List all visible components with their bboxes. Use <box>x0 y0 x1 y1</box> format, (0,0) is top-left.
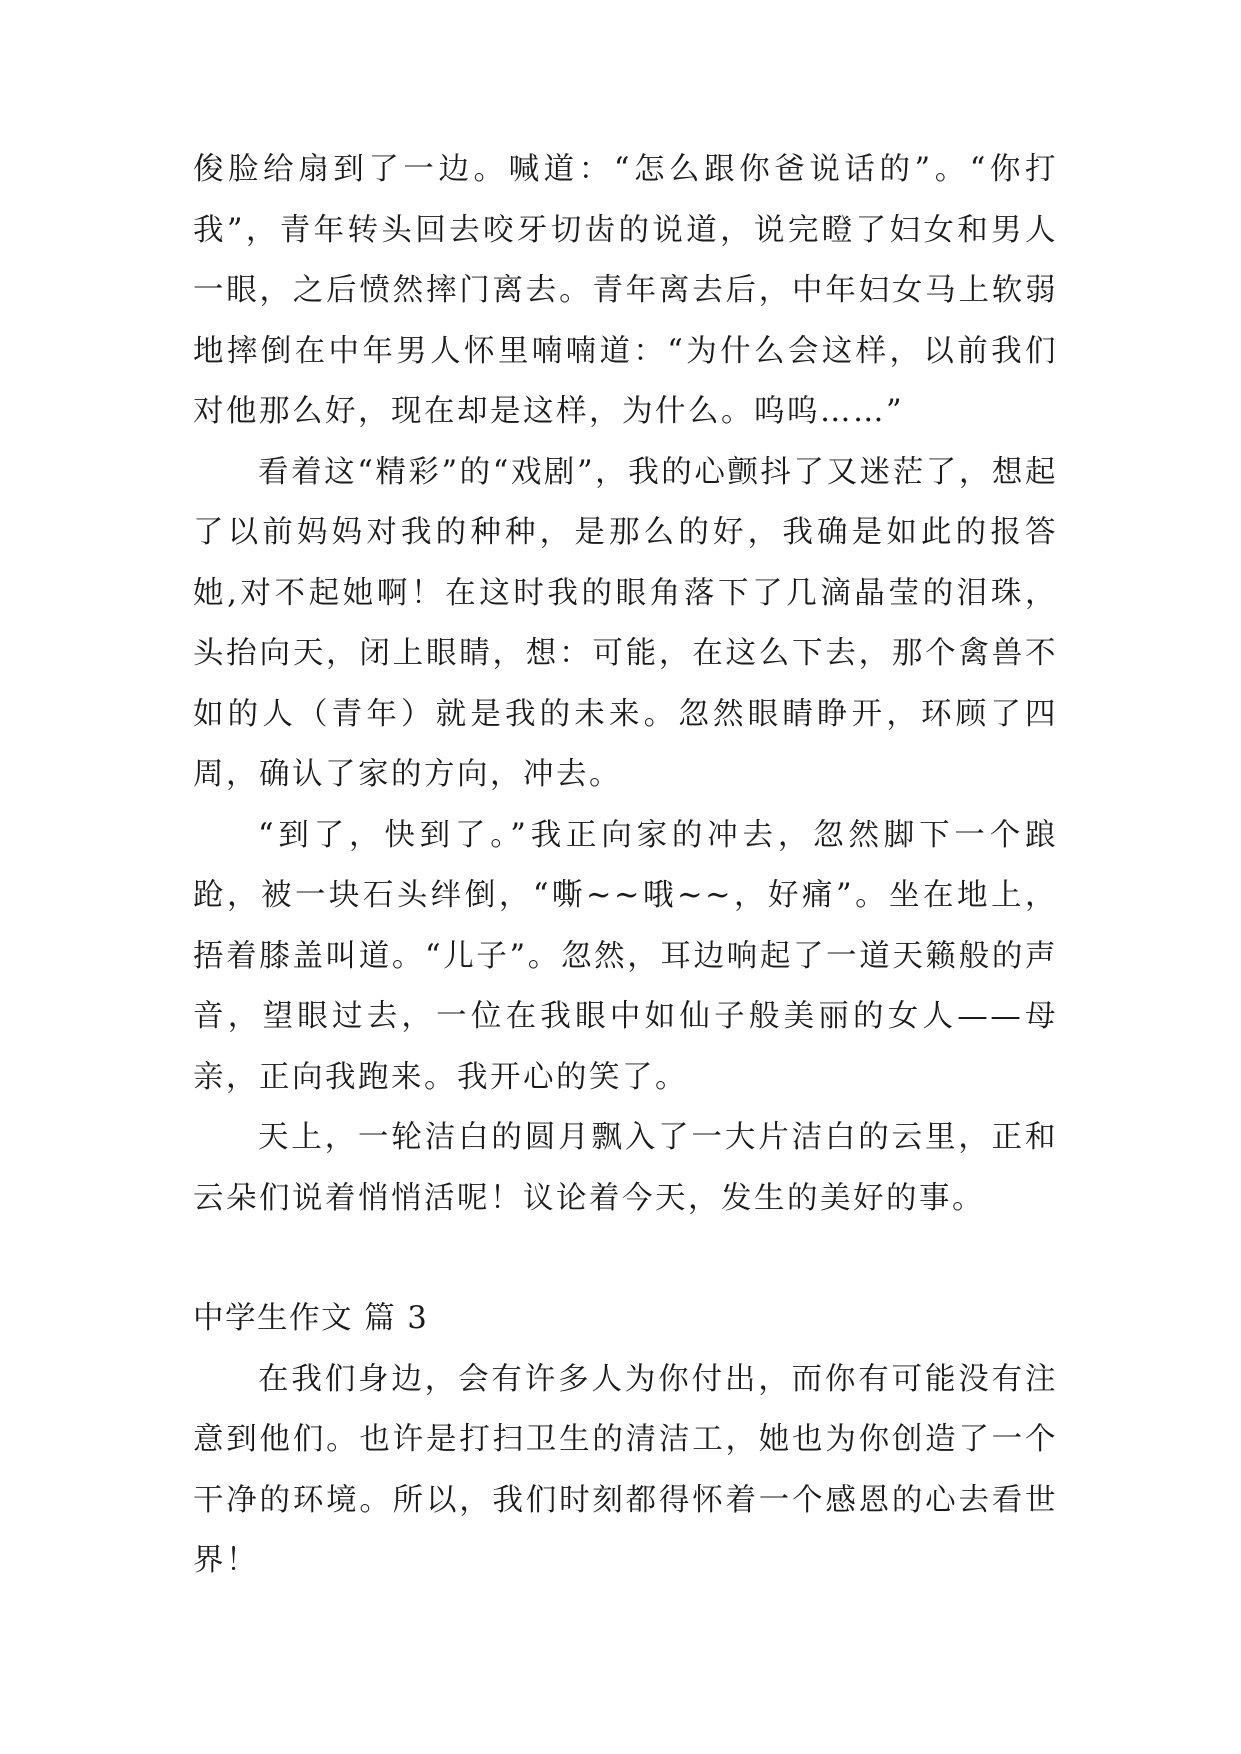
paragraph-moon: 天上，一轮洁白的圆月飘入了一大片洁白的云里，正和云朵们说着悄悄活呢！议论着今天，发生的美好的事。 <box>193 1120 1058 1216</box>
paragraph-continuation: 俊脸给扇到了一边。喊道：“怎么跟你爸说话的”。“你打我”，青年转头回去咬牙切齿的说道，说完瞪了妇女和男人一眼，之后愤然摔门离去。青年离去后，中年妇女马上软弱地摔倒在中年男人怀里喃喃道：“为什么会这样，以前我们对他那么好，现在却是这样，为什么。呜呜……” <box>193 152 1058 429</box>
section-title: 中学生作文 篇 3 <box>193 1301 429 1336</box>
paragraph-reflection: 看着这“精彩”的“戏剧”，我的心颤抖了又迷茫了，想起了以前妈妈对我的种种，是那么的好，我确是如此的报答她,对不起她啊！在这时我的眼角落下了几滴晶莹的泪珠，头抬向天，闭上眼睛，想：可能，在这么下去，那个禽兽不如的人（青年）就是我的未来。忽然眼睛睁开，环顾了四周，确认了家的方向，冲去。 <box>193 454 1058 792</box>
essay-body <box>193 140 1058 1592</box>
paragraph-arrival: “到了，快到了。”我正向家的冲去，忽然脚下一个踉跄，被一块石头绊倒，“嘶~~哦~~，好痛”。坐在地上，捂着膝盖叫道。“儿子”。忽然，耳边响起了一道天籁般的声音，望眼过去，一位在我眼中如仙子般美丽的女人——母亲，正向我跑来。我开心的笑了。 <box>193 817 1058 1095</box>
section-gap <box>193 1229 1058 1289</box>
paragraph-gratitude: 在我们身边，会有许多人为你付出，而你有可能没有注意到他们。也许是打扫卫生的清洁工，她也为你创造了一个干净的环境。所以，我们时刻都得怀着一个感恩的心去看世界！ <box>193 1361 1058 1578</box>
